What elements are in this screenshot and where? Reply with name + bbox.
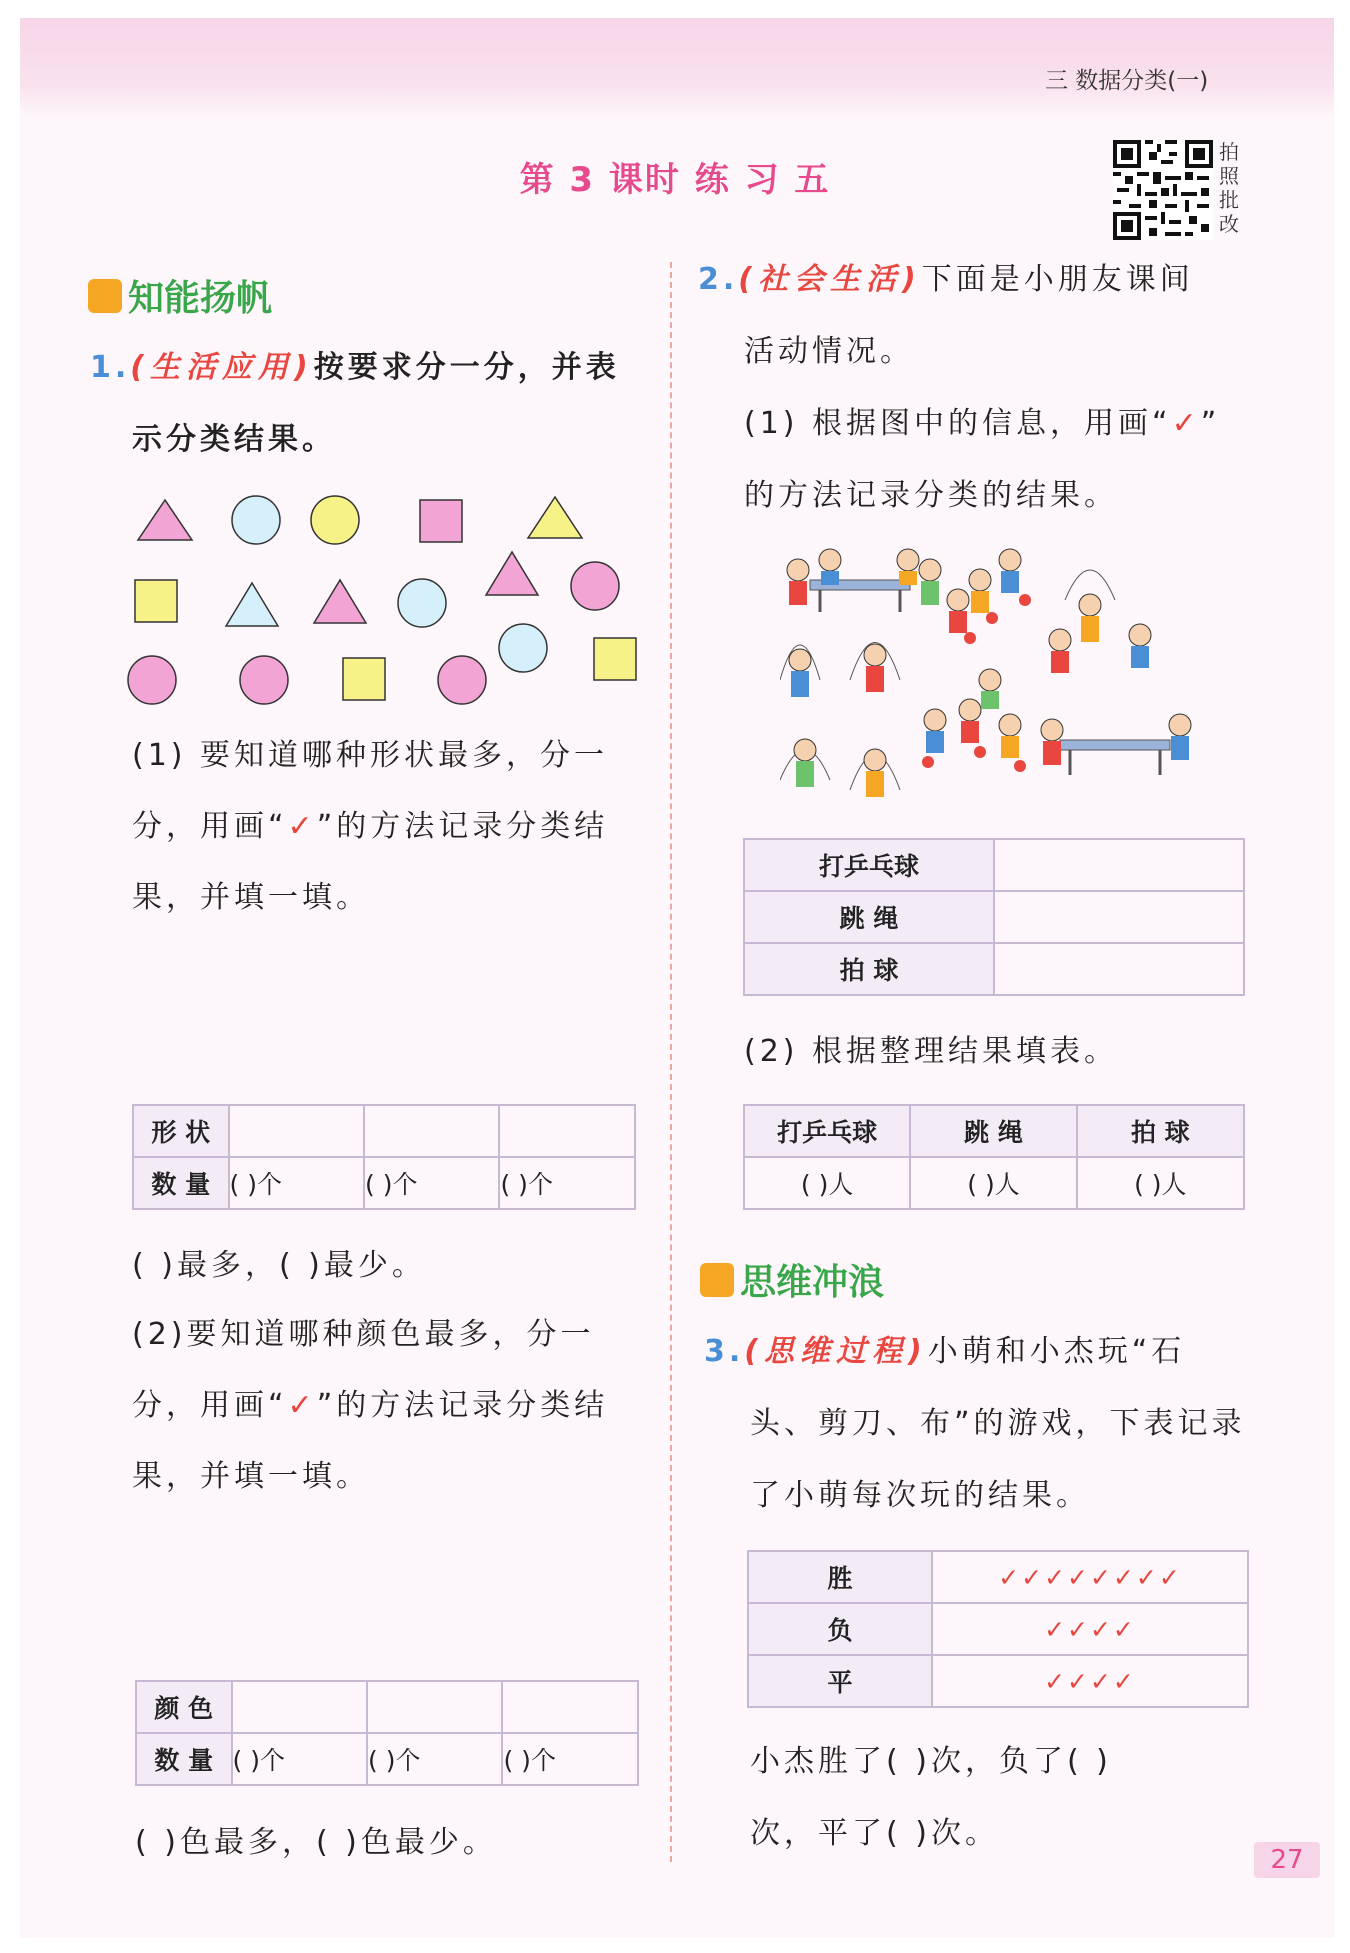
row-label-shape: 形 状 <box>133 1105 229 1157</box>
q1-line1 <box>90 346 620 390</box>
count-cell[interactable]: ( )个 <box>229 1157 364 1209</box>
draw-marks: ✓✓✓✓ <box>932 1655 1248 1707</box>
circle-yellow <box>311 496 359 544</box>
triangle-pink <box>486 552 538 595</box>
q2-p1-line1b: ” <box>1200 406 1221 441</box>
shape-cell[interactable] <box>499 1105 635 1157</box>
table-row <box>748 1551 1248 1603</box>
q2-text-1: 下面是小朋友课间 <box>921 262 1194 297</box>
q1-tag: (生活应用) <box>130 350 314 385</box>
table-row <box>744 891 1244 943</box>
table-row <box>748 1655 1248 1707</box>
children-activity-illustration <box>780 540 1200 810</box>
header-jumprope: 跳 绳 <box>910 1105 1076 1157</box>
page-number: 27 <box>1254 1842 1320 1878</box>
check-icon: ✓ <box>1171 406 1201 441</box>
q1-line2: 示分类结果。 <box>132 422 336 457</box>
color-table <box>135 1680 639 1786</box>
row-label-color: 颜 色 <box>136 1681 232 1733</box>
section-title-siwei <box>700 1254 884 1305</box>
q2-line1 <box>698 258 1194 302</box>
section-title-zhineng <box>88 270 272 321</box>
shape-table <box>132 1104 636 1210</box>
color-cell[interactable] <box>232 1681 367 1733</box>
circle-pink <box>571 562 619 610</box>
activity-count-table <box>743 1104 1245 1210</box>
triangle-pink <box>138 500 192 540</box>
header-ball: 拍 球 <box>1077 1105 1244 1157</box>
row-label-win: 胜 <box>748 1551 932 1603</box>
q3-tag: (思维过程) <box>744 1334 928 1369</box>
shape-cell[interactable] <box>229 1105 364 1157</box>
tally-cell[interactable] <box>994 943 1244 995</box>
row-label-jumprope: 跳 绳 <box>744 891 994 943</box>
square-pink <box>420 500 462 542</box>
q3-text-1: 小萌和小杰玩“石 <box>927 1334 1186 1369</box>
table-row <box>744 1105 1244 1157</box>
circle-pink <box>128 656 176 704</box>
table-row <box>136 1681 638 1733</box>
shape-cell[interactable] <box>364 1105 499 1157</box>
header-pingpong: 打乒乓球 <box>744 1105 910 1157</box>
chapter-header: 三 数据分类(一) <box>1045 68 1209 94</box>
count-cell[interactable]: ( )个 <box>232 1733 367 1785</box>
lesson-title: 第 3 课时 练 习 五 <box>519 160 831 200</box>
table-row <box>133 1105 635 1157</box>
row-label-count: 数 量 <box>133 1157 229 1209</box>
count-cell[interactable]: ( )个 <box>502 1733 638 1785</box>
q1-p1-line2 <box>132 805 608 849</box>
table-row <box>744 943 1244 995</box>
circle-blue <box>499 624 547 672</box>
color-cell[interactable] <box>367 1681 502 1733</box>
square-yellow <box>343 658 385 700</box>
check-icon: ✓ <box>287 809 317 844</box>
q2-number: 2. <box>698 262 739 297</box>
q2-p1-line2: 的方法记录分类的结果。 <box>744 478 1118 513</box>
q2-p1-line1 <box>744 402 1220 446</box>
people-cell[interactable]: ( )人 <box>1077 1157 1244 1209</box>
table-row <box>133 1157 635 1209</box>
game-result-table <box>747 1550 1249 1708</box>
q3-line3: 了小萌每次玩的结果。 <box>750 1478 1090 1513</box>
q1-p1-line1: (1) 要知道哪种形状最多，分一 <box>132 738 609 773</box>
tally-cell[interactable] <box>994 839 1244 891</box>
count-cell[interactable]: ( )个 <box>499 1157 635 1209</box>
q2-p1-line1a: (1) 根据图中的信息，用画“ <box>744 406 1172 441</box>
q2-p2: (2) 根据整理结果填表。 <box>744 1034 1119 1069</box>
q1-answer2[interactable]: ( )色最多，( )色最少。 <box>135 1825 497 1860</box>
q1-p2-line3: 果，并填一填。 <box>132 1459 370 1494</box>
circle-blue <box>232 496 280 544</box>
column-divider <box>670 262 672 1862</box>
circle-pink <box>240 656 288 704</box>
q2-tag: (社会生活) <box>738 262 922 297</box>
triangle-pink <box>314 580 366 623</box>
sail-icon <box>88 279 122 313</box>
q3-answer1[interactable]: 小杰胜了( )次，负了( ) <box>750 1744 1112 1779</box>
row-label-draw: 平 <box>748 1655 932 1707</box>
lose-marks: ✓✓✓✓ <box>932 1603 1248 1655</box>
qr-label: 拍照批改 <box>1219 140 1239 236</box>
q1-answer1[interactable]: ( )最多，( )最少。 <box>132 1248 426 1283</box>
section-title-text: 思维冲浪 <box>740 1262 885 1303</box>
table-row <box>744 839 1244 891</box>
table-row <box>136 1733 638 1785</box>
check-icon: ✓ <box>287 1388 317 1423</box>
q1-p2-line1: (2)要知道哪种颜色最多，分一 <box>132 1317 595 1352</box>
square-yellow <box>135 580 177 622</box>
wave-icon <box>700 1263 734 1297</box>
q3-line2: 头、剪刀、布”的游戏，下表记录 <box>750 1406 1246 1441</box>
triangle-blue <box>226 583 278 626</box>
square-yellow <box>594 638 636 680</box>
people-cell[interactable]: ( )人 <box>744 1157 910 1209</box>
count-cell[interactable]: ( )个 <box>367 1733 502 1785</box>
count-cell[interactable]: ( )个 <box>364 1157 499 1209</box>
row-label-lose: 负 <box>748 1603 932 1655</box>
tally-cell[interactable] <box>994 891 1244 943</box>
q1-text-1: 按要求分一分，并表 <box>313 350 620 385</box>
row-label-pingpong: 打乒乓球 <box>744 839 994 891</box>
q3-line1 <box>704 1330 1185 1374</box>
color-cell[interactable] <box>502 1681 638 1733</box>
q1-p2-line2a: 分，用画“ <box>132 1388 288 1423</box>
section-title-text: 知能扬帆 <box>128 278 273 319</box>
row-label-count: 数 量 <box>136 1733 232 1785</box>
people-cell[interactable]: ( )人 <box>910 1157 1076 1209</box>
circle-blue <box>398 579 446 627</box>
activity-tally-table <box>743 838 1245 996</box>
table-row <box>744 1157 1244 1209</box>
row-label-ball: 拍 球 <box>744 943 994 995</box>
q3-answer2[interactable]: 次，平了( )次。 <box>750 1816 999 1851</box>
q1-p1-line3: 果，并填一填。 <box>132 880 370 915</box>
q1-p2-line2b: ”的方法记录分类结 <box>316 1388 609 1423</box>
q2-line2: 活动情况。 <box>744 334 914 369</box>
table-row <box>748 1603 1248 1655</box>
q1-p1-line2b: ”的方法记录分类结 <box>316 809 609 844</box>
circle-pink <box>438 656 486 704</box>
win-marks: ✓✓✓✓✓✓✓✓ <box>932 1551 1248 1603</box>
triangle-yellow <box>528 497 582 538</box>
q1-number: 1. <box>90 350 131 385</box>
q1-p2-line2 <box>132 1384 608 1428</box>
qr-code-icon[interactable] <box>1113 140 1213 240</box>
q3-number: 3. <box>704 1334 745 1369</box>
q1-p1-line2a: 分，用画“ <box>132 809 288 844</box>
shapes-figure <box>120 480 650 720</box>
